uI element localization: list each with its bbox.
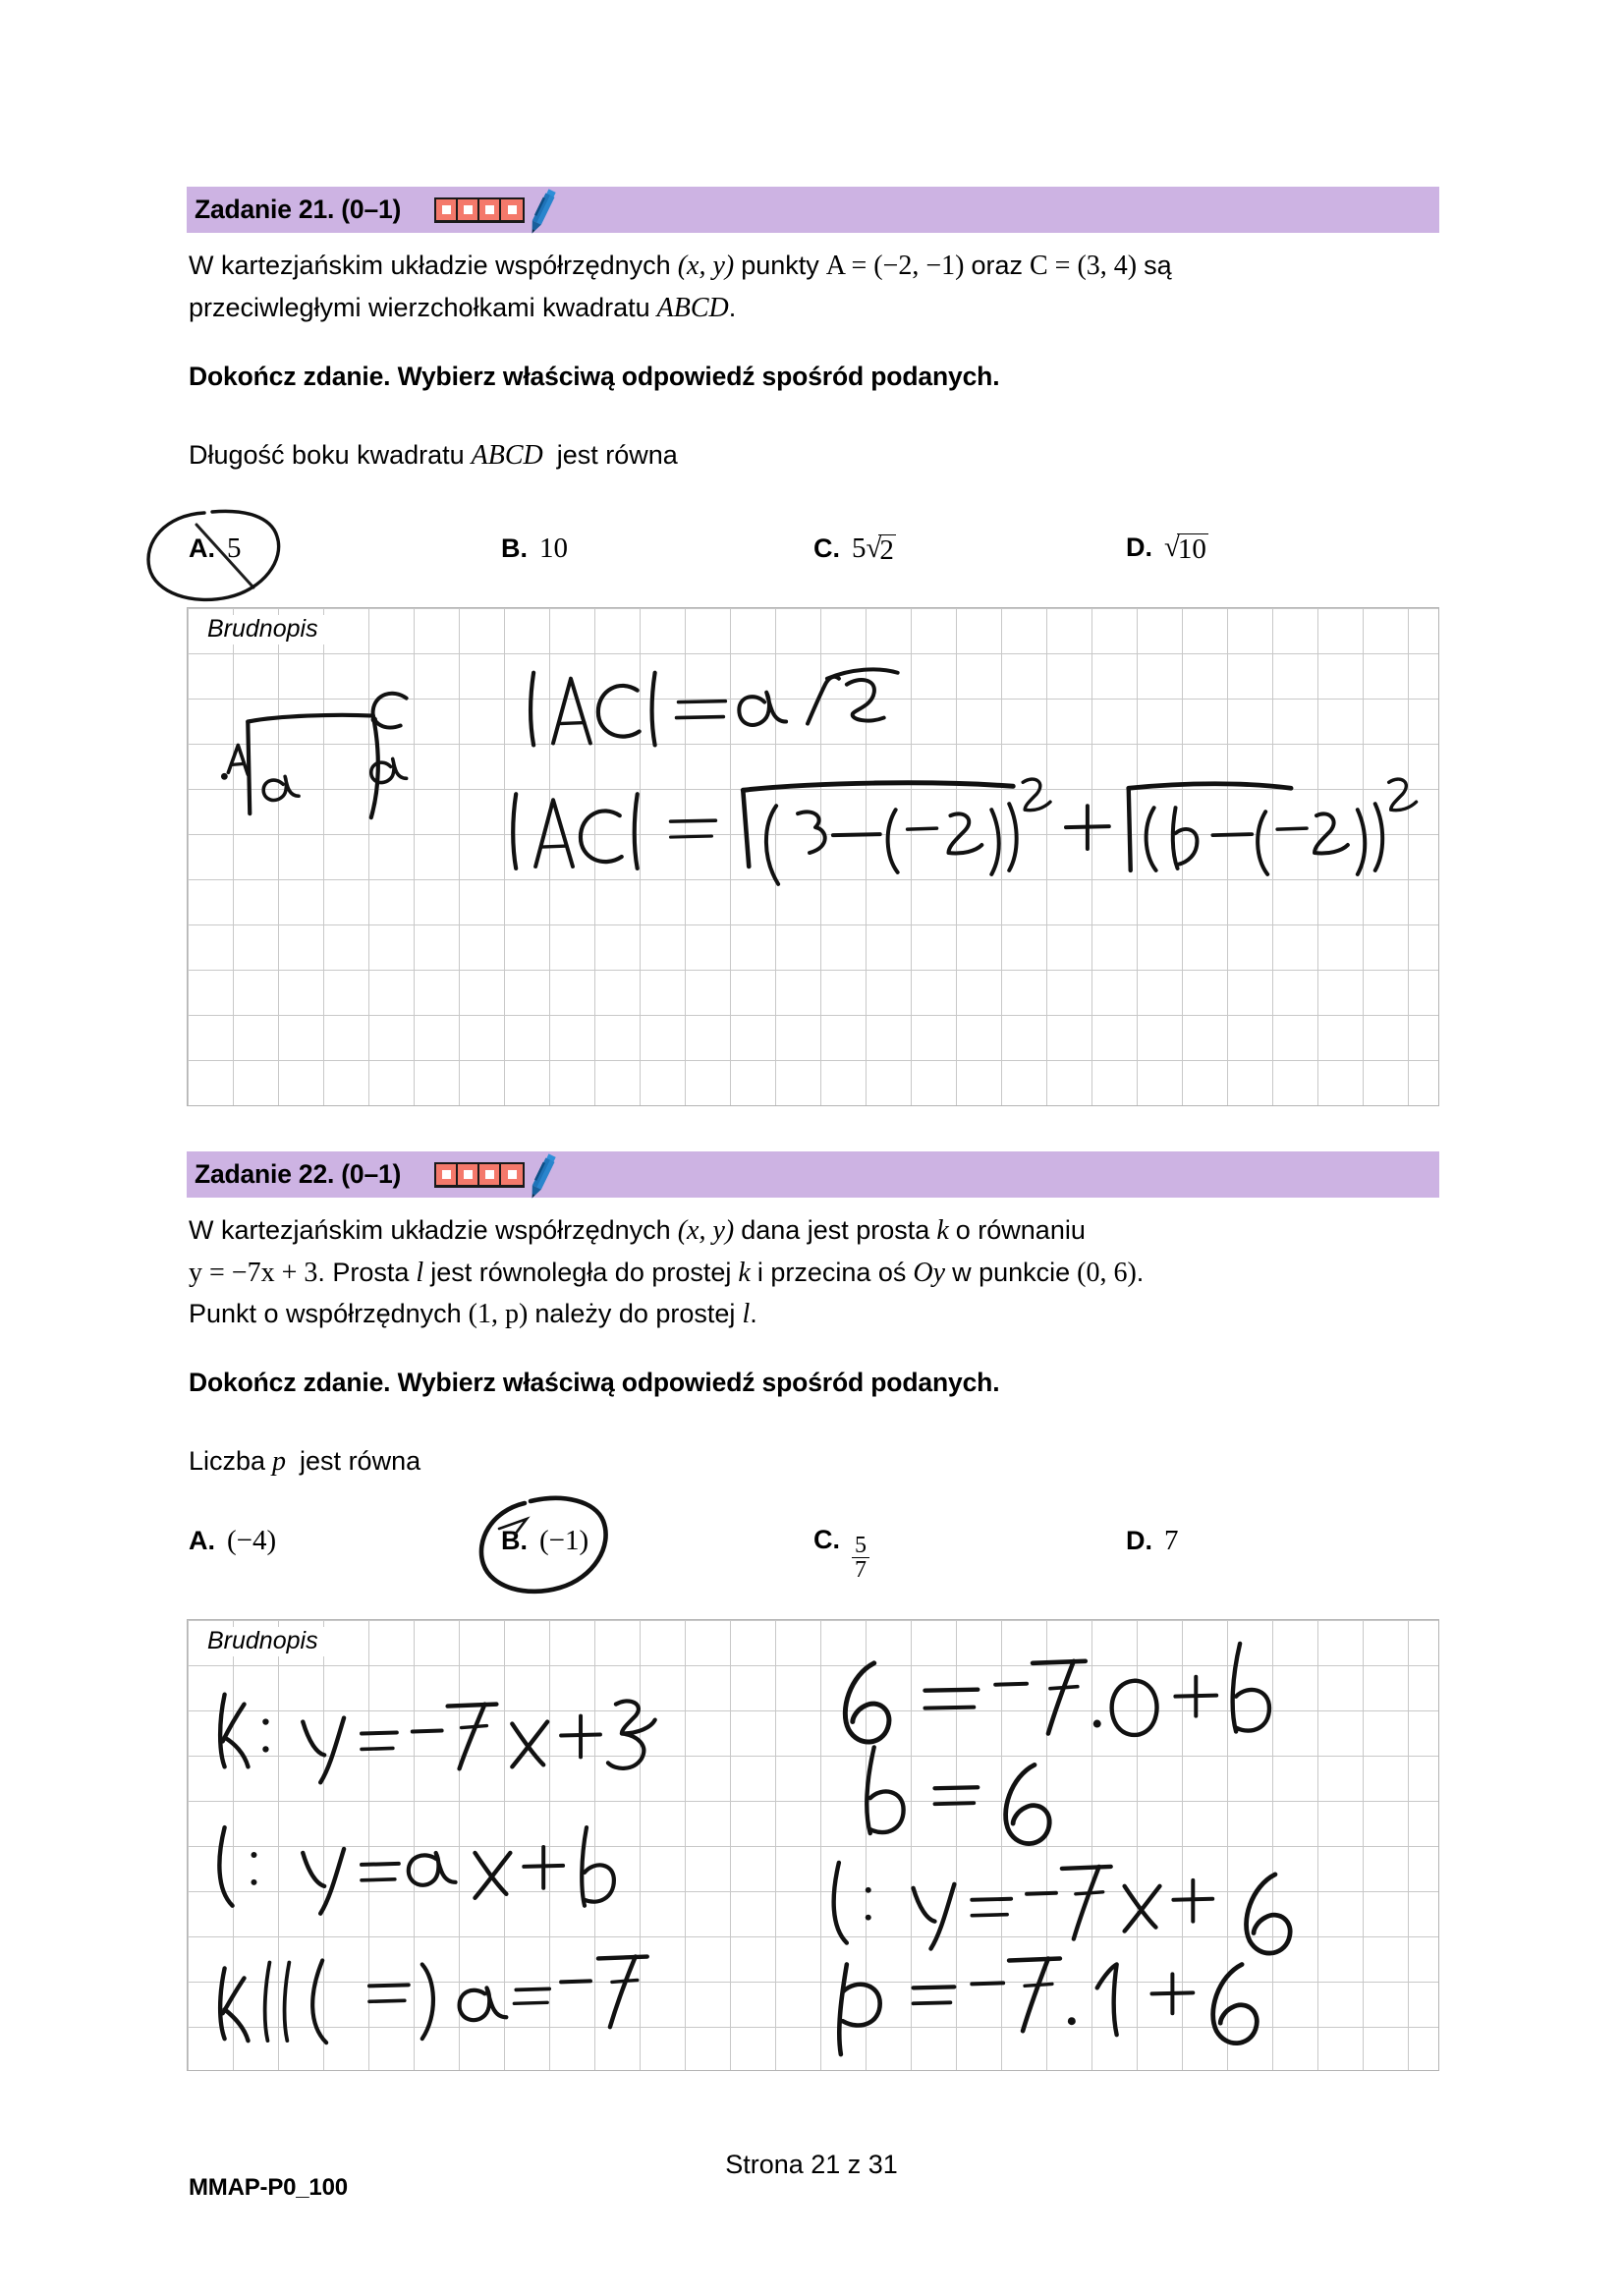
pen-icon	[519, 1148, 558, 1203]
answer-value: (−1)	[539, 1525, 589, 1556]
handwriting-ink-22	[188, 1620, 1438, 2070]
handwriting-ink-21	[188, 608, 1438, 1105]
scoring-icon-21	[434, 196, 558, 225]
answer-value: 10	[539, 532, 568, 564]
answer-label: A.	[189, 533, 215, 563]
answer-label: C.	[813, 1525, 840, 1554]
page-number: Strona 21 z 31	[725, 2150, 898, 2179]
answer-value: 7	[1164, 1525, 1179, 1556]
task-body-22-line3: Punkt o współrzędnych (1, p) należy do prostej l.	[189, 1299, 757, 1330]
answer-option-22-b[interactable]	[501, 1525, 588, 1557]
answer-boxes-icon	[434, 1162, 525, 1188]
answer-option-22-a[interactable]	[189, 1525, 276, 1557]
answer-options-22	[189, 1525, 1446, 1584]
fraction-glyph	[852, 1534, 869, 1583]
answer-option-21-c[interactable]	[813, 532, 896, 565]
task-instruction-22: Dokończ zdanie. Wybierz właściwą odpowiedź spośród podanych.	[189, 1368, 1000, 1397]
answer-label: A.	[189, 1526, 215, 1555]
scratch-label-21: Brudnopis	[205, 615, 324, 644]
scoring-icon-22	[434, 1160, 558, 1190]
sqrt-radicand: 10	[1177, 533, 1206, 565]
answer-boxes-icon	[434, 197, 525, 223]
task-header-bar-21	[187, 187, 1439, 233]
pen-icon	[519, 183, 558, 238]
answer-box	[436, 199, 458, 220]
answer-box	[458, 199, 479, 220]
task-body-22	[189, 1210, 1456, 1336]
answer-option-21-b[interactable]	[501, 532, 568, 565]
sqrt-radicand: 2	[879, 534, 894, 566]
scratch-label-22: Brudnopis	[205, 1627, 324, 1656]
answer-label: D.	[1126, 1526, 1152, 1555]
answer-option-22-c[interactable]	[813, 1525, 869, 1584]
answer-box	[479, 199, 501, 220]
answer-value: 5	[227, 532, 242, 564]
task-title-21: Zadanie 21. (0–1)	[195, 195, 402, 224]
task-body-22-line1: W kartezjańskim układzie współrzędnych (x, y) dana jest prosta k o równaniu	[189, 1215, 1086, 1246]
task-body-22-line2: y = −7x + 3. Prosta l jest równoległa do prostej k i przecina oś Oy w punkcie (0, 6).	[189, 1257, 1145, 1288]
scratch-area-21[interactable]	[187, 607, 1439, 1106]
document-code: MMAP-P0_100	[189, 2174, 348, 2201]
task-body-21-line1: W kartezjańskim układzie współrzędnych (x, y) punkty A = (−2, −1) oraz C = (3, 4) są	[189, 251, 1172, 281]
fraction-numerator: 5	[855, 1533, 867, 1558]
fraction-denominator: 7	[852, 1557, 869, 1582]
answer-options-21	[189, 532, 1446, 591]
answer-option-21-d[interactable]	[1126, 532, 1208, 564]
task-lead-22: Liczba p jest równa	[189, 1446, 421, 1477]
answer-label: D.	[1126, 532, 1152, 562]
sqrt-glyph: √ 2	[866, 532, 894, 566]
task-header-bar-22	[187, 1151, 1439, 1198]
scratch-area-22[interactable]	[187, 1619, 1439, 2071]
answer-option-22-d[interactable]	[1126, 1525, 1179, 1557]
answer-label: C.	[813, 533, 840, 563]
task-body-21	[189, 246, 1456, 329]
answer-label: B.	[501, 533, 528, 563]
task-body-21-line2: przeciwległymi wierzchołkami kwadratu ABCD.	[189, 292, 737, 323]
answer-option-21-a[interactable]	[189, 532, 242, 565]
answer-box	[458, 1164, 479, 1185]
sqrt-glyph: √ 10	[1164, 532, 1206, 565]
answer-value: 5	[852, 532, 867, 564]
task-title-22: Zadanie 22. (0–1)	[195, 1159, 402, 1189]
task-instruction-21: Dokończ zdanie. Wybierz właściwą odpowiedź spośród podanych.	[189, 362, 1000, 391]
answer-box	[479, 1164, 501, 1185]
task-lead-21: Długość boku kwadratu ABCD jest równa	[189, 440, 678, 471]
answer-label: B.	[501, 1526, 528, 1555]
answer-value: (−4)	[227, 1525, 277, 1556]
answer-box	[436, 1164, 458, 1185]
